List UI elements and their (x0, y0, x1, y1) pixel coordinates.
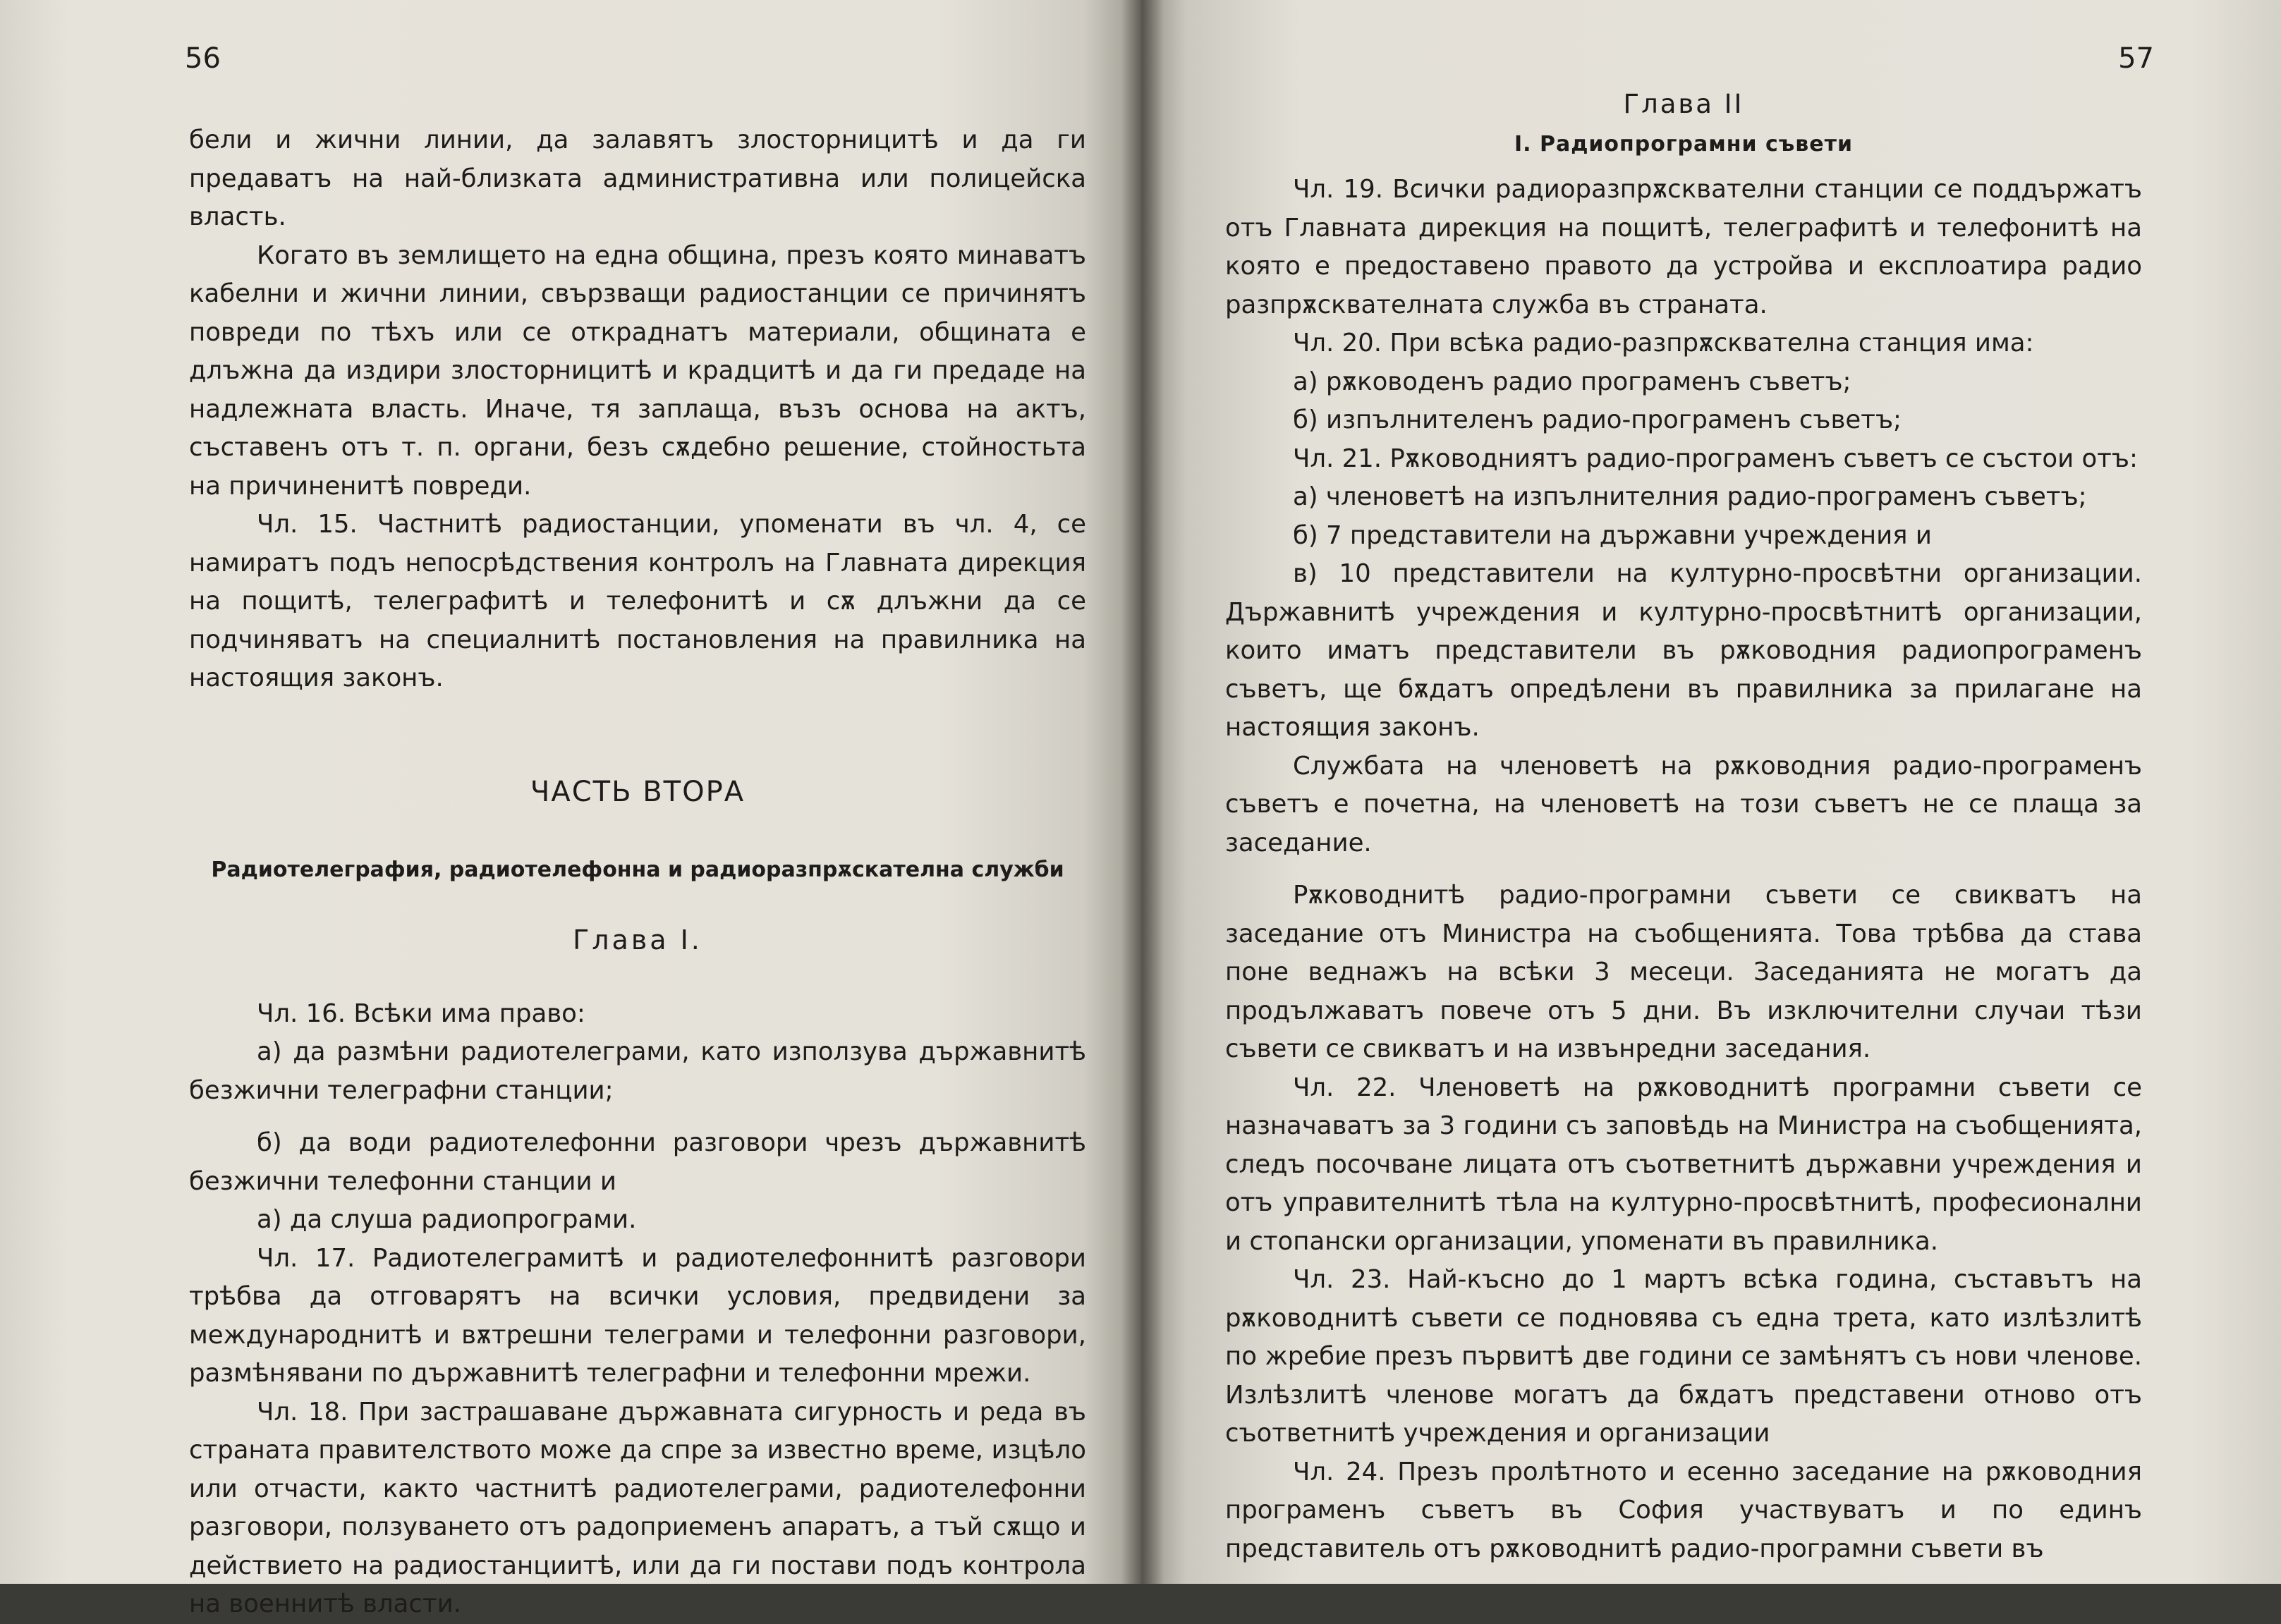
subsection-title: I. Радиопрограмни съвети (1514, 132, 1854, 157)
paragraph: Чл. 21. Рѫководниятъ радио-програменъ съветъ се състои отъ: (1293, 444, 2138, 473)
right-text-column (1225, 89, 2142, 1568)
paragraph: а) да размѣни радиотелеграми, като използува държавнитѣ безжични телеграфни станции; (189, 1037, 1086, 1105)
paragraph: Чл. 16. Всѣки има право: (257, 999, 585, 1028)
paragraph: а) да слуша радиопрограми. (257, 1205, 637, 1234)
paragraph: Службата на членоветѣ на рѫководния радио-програменъ съветъ е почетна, на членоветѣ на този съветъ не се плаща за заседание. (1225, 751, 2142, 857)
page-number-right: 57 (2118, 42, 2154, 75)
chapter-title: Глава I. (573, 924, 702, 956)
paragraph: бели и жични линии, да залавятъ злосторницитѣ и да ги предаватъ на най-близката административна или полицейска власть. (189, 126, 1086, 231)
chapter-title: Глава II (1623, 89, 1744, 119)
page-number-left: 56 (185, 42, 221, 75)
left-text-column (189, 121, 1086, 1624)
paragraph: б) 7 представители на държавни учреждения и (1293, 520, 1932, 550)
right-page (1140, 0, 2281, 1584)
paragraph: б) изпълнителенъ радио-програменъ съветъ; (1293, 405, 1902, 434)
paragraph: Чл. 23. Най-късно до 1 мартъ всѣка година, съставътъ на рѫководнитѣ съвети се подновява съ една трета, като излѣзлитѣ по жребие презъ първитѣ две години се замѣнятъ съ нови членове. Излѣзлитѣ членове могатъ да бѫдатъ представени отново отъ съответнитѣ учреждения и организации (1225, 1265, 2142, 1448)
paragraph: Чл. 17. Радиотелеграмитѣ и радиотелефоннитѣ разговори трѣбва да отговарятъ на всички условия, предвидени за международнитѣ и вѫтрешни телеграми и телефонни разговори, размѣнявани по държавнитѣ телеграфни и телефонни мрежи. (189, 1243, 1086, 1388)
paragraph: Чл. 22. Членоветѣ на рѫководнитѣ програмни съвети се назначаватъ за 3 години съ заповѣдь на Министра на съобщенията, следъ посочване лицата отъ съответнитѣ държавни учреждения и отъ управителнитѣ тѣла на културно-просвѣтнитѣ, професионални и стопански организации, упоменати въ правилника. (1225, 1073, 2142, 1256)
paragraph: в) 10 представители на културно-просвѣтни организации. Държавнитѣ учреждения и културно-просвѣтнитѣ организации, които иматъ представители въ рѫководния радиопрограменъ съветъ, ще бѫдатъ опредѣлени въ правилника за прилагане на настоящия законъ. (1225, 559, 2142, 742)
part-title: ЧАСТЬ ВТОРА (530, 775, 746, 808)
paragraph: Когато въ землището на една община, презъ която минаватъ кабелни и жични линии, свързващи радиостанции се причинятъ повреди по тѣхъ или се откраднатъ материали, общината е длъжна да издири злосторницитѣ и крадцитѣ и да ги предаде на надлежната власть. Иначе, тя заплаща, възъ основа на актъ, съставенъ отъ т. п. органи, безъ сѫдебно решение, стойностьта на причиненитѣ повреди. (189, 240, 1086, 501)
left-page (0, 0, 1140, 1618)
paragraph: а) рѫководенъ радио програменъ съветъ; (1293, 367, 1851, 396)
paragraph: Чл. 24. Презъ пролѣтното и есенно заседание на рѫководния програменъ съветъ въ София участвуватъ и по единъ представитель отъ рѫководнитѣ радио-програмни съвети въ (1225, 1457, 2142, 1563)
paragraph: Чл. 18. При застрашаване държавната сигурность и реда въ страната правителството може да спре за известно време, изцѣло или отчасти, както частнитѣ радиотелеграми, радиотелефонни разговори, ползуването отъ радоприеменъ апаратъ, а тъй сѫщо и действието на радиостанциитѣ, или да ги постави подъ контрола на военнитѣ власти. (189, 1397, 1086, 1618)
paragraph: Рѫководнитѣ радио-програмни съвети се свикватъ на заседание отъ Министра на съобщенията. Това трѣбва да става поне веднажъ на всѣки 3 месеци. Заседанията не могатъ да продължаватъ повече отъ 5 дни. Въ изключителни случаи тѣзи съвети се свикватъ и на извънредни заседания. (1225, 881, 2142, 1063)
paragraph: Чл. 19. Всички радиоразпрѫсквателни станции се поддържатъ отъ Главната дирекция на пощитѣ, телеграфитѣ и телефонитѣ на която е предоставено правото да устройва и експлоатира радио разпрѫсквателната служба въ страната. (1225, 175, 2142, 319)
paragraph: а) членоветѣ на изпълнителния радио-програменъ съветъ; (1293, 482, 2087, 511)
section-title: Радиотелеграфия, радиотелефонна и радиоразпрѫскателна служби (211, 857, 1064, 882)
paragraph: Чл. 15. Частнитѣ радиостанции, упоменати въ чл. 4, се намиратъ подъ непосрѣдствения контролъ на Главната дирекция на пощитѣ, телеграфитѣ и телефонитѣ и сѫ длъжни да се подчиняватъ на специалнитѣ постановления на правилника на настоящия законъ. (189, 510, 1086, 692)
paragraph: б) да води радиотелефонни разговори чрезъ държавнитѣ безжични телефонни станции и (189, 1128, 1086, 1196)
paragraph: Чл. 20. При всѣка радио-разпрѫсквателна станция има: (1293, 329, 2034, 358)
